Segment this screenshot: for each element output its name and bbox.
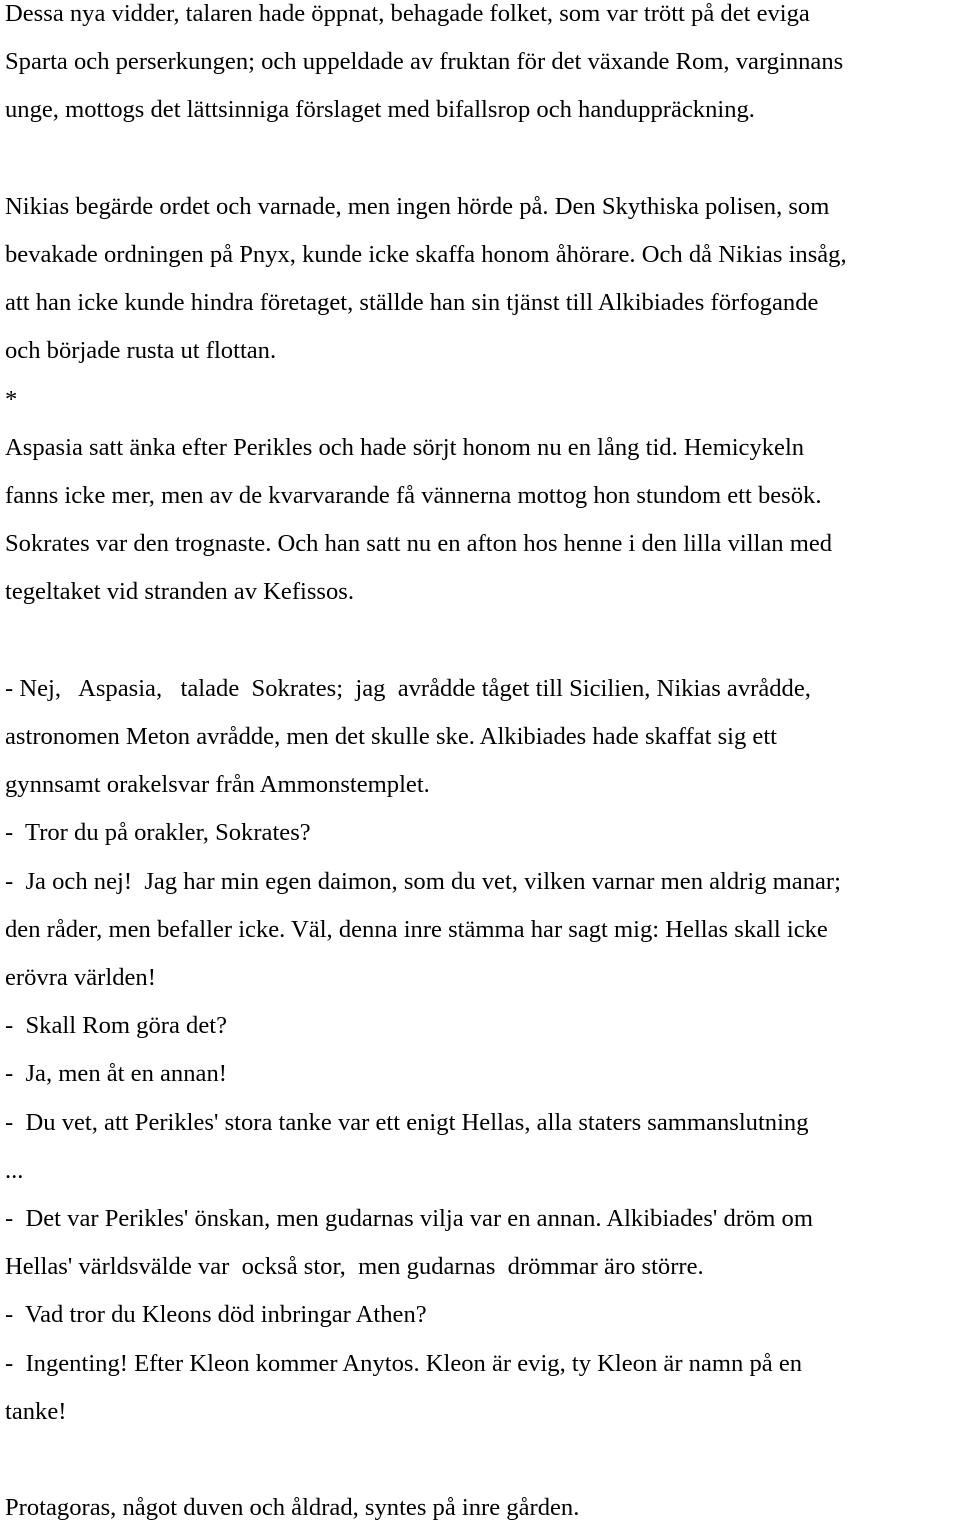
text-line: Hellas' världsvälde var också stor, men gudarnas drömmar äro större. xyxy=(5,1253,704,1281)
text-line: - Det var Perikles' önskan, men gudarnas vilja var en annan. Alkibiades' dröm om xyxy=(5,1205,813,1232)
text-line: Protagoras, något duven och åldrad, syntes på inre gården. xyxy=(5,1494,580,1522)
text-line: ... xyxy=(5,1156,24,1184)
text-line: - Ja och nej! Jag har min egen daimon, som du vet, vilken varnar men aldrig manar; xyxy=(5,867,841,895)
text-line: - Skall Rom göra det? xyxy=(5,1012,227,1040)
text-line: - Du vet, att Perikles' stora tanke var ett enigt Hellas, alla staters sammanslutning xyxy=(5,1108,809,1136)
text-line: - Ja, men åt en annan! xyxy=(5,1060,227,1088)
text-line: - Vad tror du Kleons död inbringar Athen? xyxy=(5,1301,427,1329)
text-line: - Nej, Aspasia, talade Sokrates; jag avrådde tåget till Sicilien, Nikias avrådde, xyxy=(5,674,811,702)
text-line: Nikias begärde ordet och varnade, men ingen hörde på. Den Skythiska polisen, som xyxy=(5,192,830,220)
text-line: Dessa nya vidder, talaren hade öppnat, behagade folket, som var trött på det eviga xyxy=(5,0,810,27)
text-line: fanns icke mer, men av de kvarvarande få vännerna mottog hon stundom ett besök. xyxy=(5,482,822,509)
text-line: Aspasia satt änka efter Perikles och hade sörjt honom nu en lång tid. Hemicykeln xyxy=(5,433,805,461)
text-line: astronomen Meton avrådde, men det skulle ske. Alkibiades hade skaffat sig ett xyxy=(5,723,778,750)
text-line: den råder, men befaller icke. Väl, denna inre stämma har sagt mig: Hellas skall icke xyxy=(5,915,828,943)
text-line: * xyxy=(5,385,18,413)
text-line: unge, mottogs det lättsinniga förslaget med bifallsrop och handuppräckning. xyxy=(5,96,755,124)
text-line: - Ingenting! Efter Kleon kommer Anytos. Kleon är evig, ty Kleon är namn på en xyxy=(5,1349,803,1377)
text-line: tanke! xyxy=(5,1397,67,1425)
text-line: tegeltaket vid stranden av Kefissos. xyxy=(5,578,354,606)
text-line: Sokrates var den trognaste. Och han satt nu en afton hos henne i den lilla villan med xyxy=(5,530,833,558)
text-line: och började rusta ut flottan. xyxy=(5,337,277,365)
text-line: att han icke kunde hindra företaget, ställde han sin tjänst till Alkibiades förfogande xyxy=(5,289,819,317)
text-line: bevakade ordningen på Pnyx, kunde icke skaffa honom åhörare. Och då Nikias insåg, xyxy=(5,241,847,268)
text-line: - Tror du på orakler, Sokrates? xyxy=(5,819,311,847)
text-line: gynnsamt orakelsvar från Ammonstemplet. xyxy=(5,771,430,799)
text-line: Sparta och perserkungen; och uppeldade av fruktan för det växande Rom, varginnans xyxy=(5,48,844,76)
text-line: erövra världen! xyxy=(5,964,156,991)
